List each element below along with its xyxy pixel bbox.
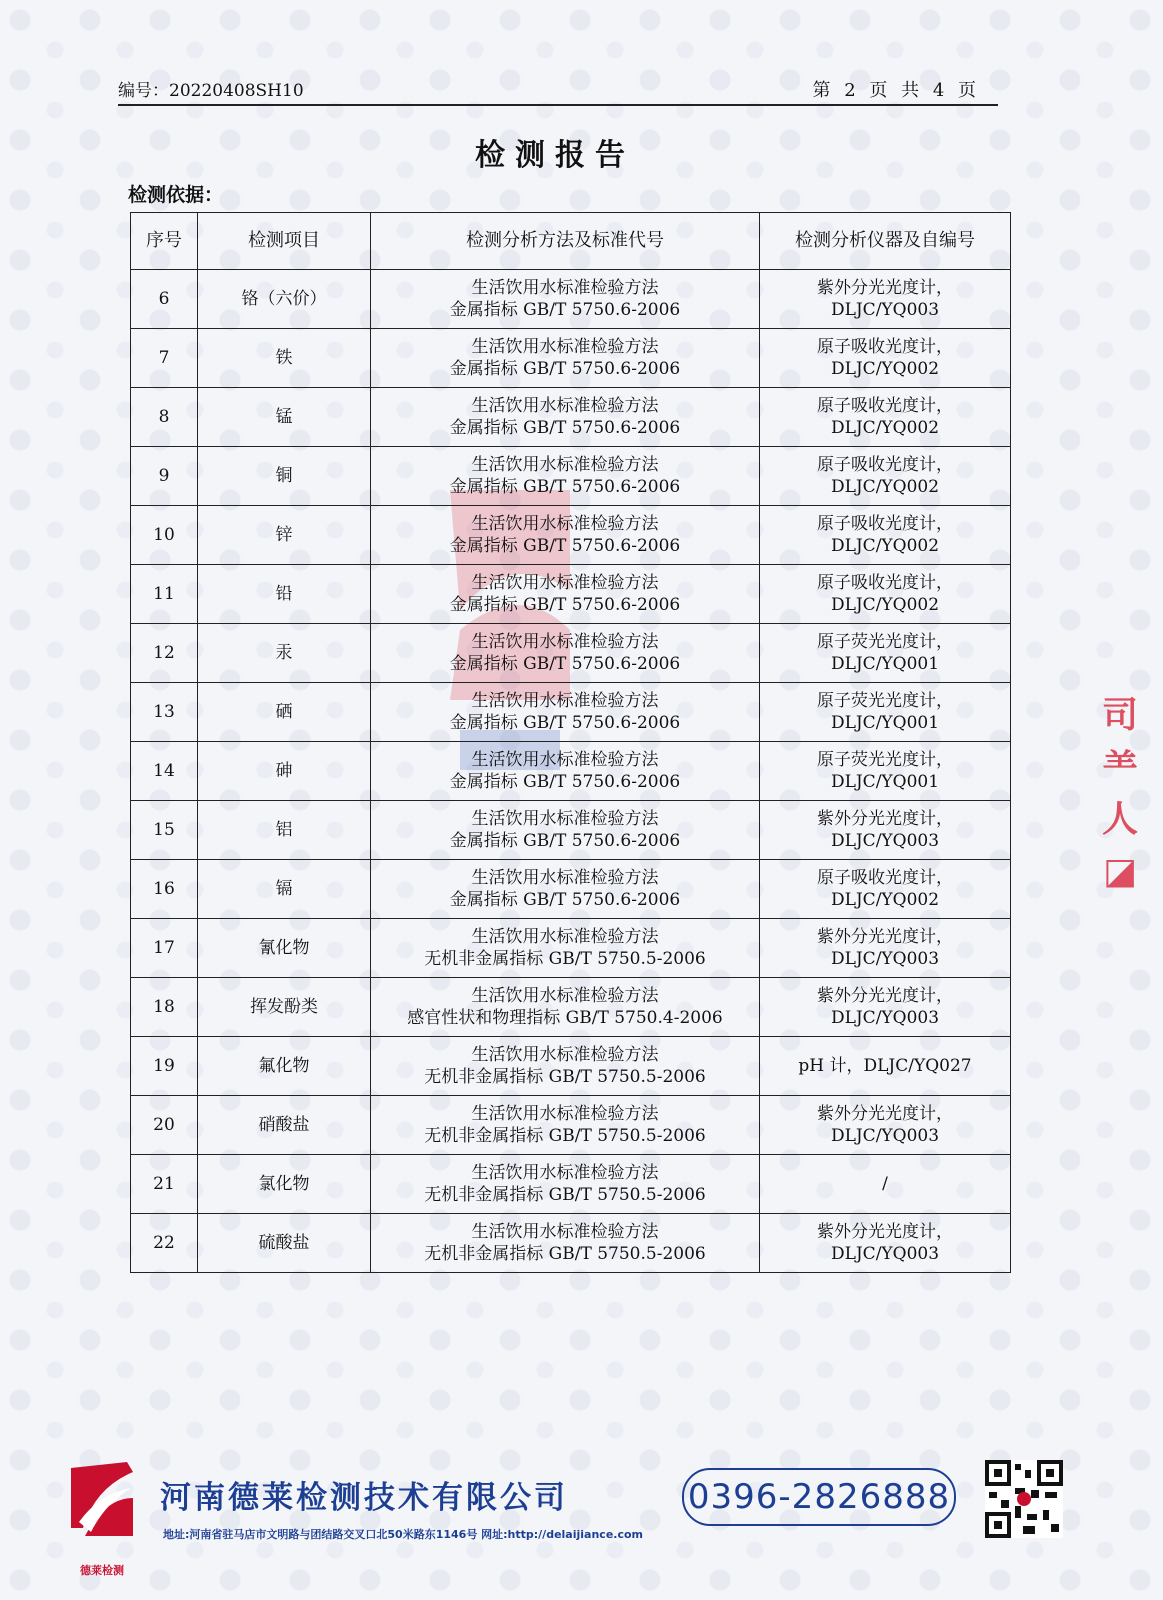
- header-item: 检测项目: [198, 213, 371, 270]
- instrument-line-1: /: [882, 1174, 888, 1194]
- instrument-line-1: 原子吸收光度计，: [817, 514, 953, 534]
- table-row: [131, 978, 1011, 1037]
- page-title: 检测报告: [475, 138, 635, 173]
- instrument-line-2: DLJC/YQ003: [830, 300, 940, 320]
- instrument-line-1: 紫外分光光度计，: [817, 809, 953, 829]
- method-line-2: 金属指标 GB/T 5750.6-2006: [449, 772, 681, 792]
- instrument-line-1: 原子吸收光度计，: [817, 396, 953, 416]
- table-row: [131, 742, 1011, 801]
- instrument-line-2: DLJC/YQ002: [830, 359, 940, 379]
- cell-instrument: [760, 1214, 1011, 1273]
- method-line-1: 生活饮用水标准检验方法: [471, 1222, 659, 1242]
- company-logo-icon: [65, 1458, 139, 1556]
- method-line-1: 生活饮用水标准检验方法: [471, 573, 659, 593]
- table-header-row: [131, 213, 1011, 270]
- method-line-1: 生活饮用水标准检验方法: [471, 868, 659, 888]
- cell-instrument: [760, 1155, 1011, 1214]
- instrument-line-1: 紫外分光光度计，: [817, 1104, 953, 1124]
- test-basis-table: [130, 212, 1011, 1273]
- cell-method: [371, 978, 760, 1037]
- method-line-2: 金属指标 GB/T 5750.6-2006: [449, 536, 681, 556]
- company-address: 地址:河南省驻马店市文明路与团结路交叉口北50米路东1146号 网址:http://delaijiance.com: [163, 1528, 643, 1541]
- method-line-1: 生活饮用水标准检验方法: [471, 632, 659, 652]
- cell-instrument: [760, 506, 1011, 565]
- method-line-1: 生活饮用水标准检验方法: [471, 1163, 659, 1183]
- table-row: [131, 506, 1011, 565]
- cell-instrument: [760, 565, 1011, 624]
- cell-instrument: [760, 978, 1011, 1037]
- cell-item: 锌: [198, 506, 371, 565]
- cell-item: 锰: [198, 388, 371, 447]
- method-line-2: 金属指标 GB/T 5750.6-2006: [449, 713, 681, 733]
- instrument-line-2: DLJC/YQ003: [830, 949, 940, 969]
- table-row: [131, 329, 1011, 388]
- table-row: [131, 447, 1011, 506]
- basis-label: 检测依据：: [128, 184, 224, 206]
- table-row: [131, 1096, 1011, 1155]
- instrument-line-2: DLJC/YQ001: [830, 772, 940, 792]
- instrument-line-1: pH 计，DLJC/YQ027: [798, 1056, 972, 1076]
- instrument-line-2: DLJC/YQ001: [830, 713, 940, 733]
- instrument-line-2: DLJC/YQ002: [830, 477, 940, 497]
- cell-item: 硒: [198, 683, 371, 742]
- cell-item: 氰化物: [198, 919, 371, 978]
- cell-method: [371, 565, 760, 624]
- instrument-line-2: DLJC/YQ002: [830, 536, 940, 556]
- cell-method: [371, 1155, 760, 1214]
- method-line-2: 无机非金属指标 GB/T 5750.5-2006: [424, 1185, 706, 1205]
- instrument-line-2: DLJC/YQ003: [830, 1008, 940, 1028]
- method-line-1: 生活饮用水标准检验方法: [471, 455, 659, 475]
- cell-instrument: [760, 1096, 1011, 1155]
- instrument-line-2: DLJC/YQ001: [830, 654, 940, 674]
- instrument-line-1: 原子荧光光度计，: [817, 691, 953, 711]
- table-row: [131, 624, 1011, 683]
- instrument-line-1: 紫外分光光度计，: [817, 927, 953, 947]
- table-row: [131, 860, 1011, 919]
- method-line-1: 生活饮用水标准检验方法: [471, 927, 659, 947]
- cell-item: 硝酸盐: [198, 1096, 371, 1155]
- method-line-1: 生活饮用水标准检验方法: [471, 809, 659, 829]
- cell-method: [371, 860, 760, 919]
- qr-code-icon: [985, 1460, 1063, 1538]
- cell-method: [371, 447, 760, 506]
- method-line-1: 生活饮用水标准检验方法: [471, 1045, 659, 1065]
- table-row: [131, 683, 1011, 742]
- cell-item: 铝: [198, 801, 371, 860]
- cell-no: 17: [131, 919, 198, 978]
- cell-item: 镉: [198, 860, 371, 919]
- cell-method: [371, 919, 760, 978]
- company-name: 河南德莱检测技术有限公司: [160, 1480, 568, 1516]
- cell-instrument: [760, 683, 1011, 742]
- cell-item: 铁: [198, 329, 371, 388]
- cell-no: 13: [131, 683, 198, 742]
- cell-no: 7: [131, 329, 198, 388]
- cell-method: [371, 270, 760, 329]
- table-row: [131, 388, 1011, 447]
- cell-item: 硫酸盐: [198, 1214, 371, 1273]
- cell-no: 8: [131, 388, 198, 447]
- cell-instrument: [760, 742, 1011, 801]
- header-instrument: 检测分析仪器及自编号: [760, 213, 1011, 270]
- instrument-line-1: 原子吸收光度计，: [817, 455, 953, 475]
- cell-method: [371, 801, 760, 860]
- method-line-2: 无机非金属指标 GB/T 5750.5-2006: [424, 1067, 706, 1087]
- header-no: 序号: [131, 213, 198, 270]
- method-line-2: 无机非金属指标 GB/T 5750.5-2006: [424, 1126, 706, 1146]
- method-line-1: 生活饮用水标准检验方法: [471, 750, 659, 770]
- seal-stamp: [1100, 690, 1140, 910]
- method-line-2: 感官性状和物理指标 GB/T 5750.4-2006: [407, 1008, 723, 1028]
- method-line-2: 金属指标 GB/T 5750.6-2006: [449, 477, 681, 497]
- cell-no: 16: [131, 860, 198, 919]
- cell-method: [371, 683, 760, 742]
- cell-method: [371, 624, 760, 683]
- table-row: [131, 919, 1011, 978]
- instrument-line-2: DLJC/YQ002: [830, 418, 940, 438]
- method-line-1: 生活饮用水标准检验方法: [471, 691, 659, 711]
- cell-instrument: [760, 388, 1011, 447]
- cell-no: 11: [131, 565, 198, 624]
- cell-instrument: [760, 624, 1011, 683]
- table-row: [131, 801, 1011, 860]
- cell-method: [371, 329, 760, 388]
- method-line-2: 金属指标 GB/T 5750.6-2006: [449, 595, 681, 615]
- table-row: [131, 270, 1011, 329]
- table-row: [131, 1214, 1011, 1273]
- cell-method: [371, 1096, 760, 1155]
- phone-number: 0396-2826888: [682, 1468, 956, 1526]
- table-row: [131, 565, 1011, 624]
- method-line-2: 金属指标 GB/T 5750.6-2006: [449, 831, 681, 851]
- method-line-1: 生活饮用水标准检验方法: [471, 514, 659, 534]
- cell-item: 铬（六价）: [198, 270, 371, 329]
- stamp-text: 司 ⺷ 人 ◪: [1101, 695, 1138, 892]
- instrument-line-2: DLJC/YQ002: [830, 890, 940, 910]
- cell-method: [371, 1214, 760, 1273]
- cell-instrument: [760, 447, 1011, 506]
- instrument-line-1: 原子荧光光度计，: [817, 750, 953, 770]
- instrument-line-2: DLJC/YQ003: [830, 1244, 940, 1264]
- cell-method: [371, 742, 760, 801]
- instrument-line-1: 紫外分光光度计，: [817, 1222, 953, 1242]
- cell-instrument: [760, 801, 1011, 860]
- cell-no: 10: [131, 506, 198, 565]
- cell-instrument: [760, 329, 1011, 388]
- method-line-2: 金属指标 GB/T 5750.6-2006: [449, 418, 681, 438]
- footer: [60, 1450, 1120, 1580]
- report-header: [118, 74, 998, 106]
- cell-item: 氟化物: [198, 1037, 371, 1096]
- table-row: [131, 1155, 1011, 1214]
- instrument-line-2: DLJC/YQ003: [830, 831, 940, 851]
- cell-no: 18: [131, 978, 198, 1037]
- cell-no: 14: [131, 742, 198, 801]
- cell-no: 21: [131, 1155, 198, 1214]
- instrument-line-2: DLJC/YQ002: [830, 595, 940, 615]
- cell-no: 22: [131, 1214, 198, 1273]
- cell-item: 氯化物: [198, 1155, 371, 1214]
- instrument-line-1: 原子吸收光度计，: [817, 573, 953, 593]
- report-number: 编号：20220408SH10: [118, 81, 304, 101]
- cell-item: 铜: [198, 447, 371, 506]
- instrument-line-2: DLJC/YQ003: [830, 1126, 940, 1146]
- method-line-1: 生活饮用水标准检验方法: [471, 986, 659, 1006]
- cell-instrument: [760, 270, 1011, 329]
- instrument-line-1: 原子荧光光度计，: [817, 632, 953, 652]
- method-line-2: 无机非金属指标 GB/T 5750.5-2006: [424, 1244, 706, 1264]
- cell-instrument: [760, 860, 1011, 919]
- instrument-line-1: 原子吸收光度计，: [817, 337, 953, 357]
- method-line-1: 生活饮用水标准检验方法: [471, 1104, 659, 1124]
- header-method: 检测分析方法及标准代号: [371, 213, 760, 270]
- method-line-2: 金属指标 GB/T 5750.6-2006: [449, 890, 681, 910]
- cell-no: 15: [131, 801, 198, 860]
- method-line-2: 无机非金属指标 GB/T 5750.5-2006: [424, 949, 706, 969]
- method-line-2: 金属指标 GB/T 5750.6-2006: [449, 654, 681, 674]
- cell-no: 6: [131, 270, 198, 329]
- cell-method: [371, 388, 760, 447]
- cell-no: 12: [131, 624, 198, 683]
- cell-item: 汞: [198, 624, 371, 683]
- cell-no: 20: [131, 1096, 198, 1155]
- table-row: [131, 1037, 1011, 1096]
- instrument-line-1: 原子吸收光度计，: [817, 868, 953, 888]
- cell-no: 19: [131, 1037, 198, 1096]
- cell-item: 挥发酚类: [198, 978, 371, 1037]
- method-line-1: 生活饮用水标准检验方法: [471, 278, 659, 298]
- method-line-2: 金属指标 GB/T 5750.6-2006: [449, 359, 681, 379]
- logo-caption: 德莱检测: [80, 1564, 124, 1577]
- cell-instrument: [760, 919, 1011, 978]
- instrument-line-1: 紫外分光光度计，: [817, 986, 953, 1006]
- cell-no: 9: [131, 447, 198, 506]
- method-line-1: 生活饮用水标准检验方法: [471, 337, 659, 357]
- cell-method: [371, 1037, 760, 1096]
- cell-method: [371, 506, 760, 565]
- page-number: 第 2 页 共 4 页: [812, 80, 980, 101]
- cell-item: 铅: [198, 565, 371, 624]
- method-line-2: 金属指标 GB/T 5750.6-2006: [449, 300, 681, 320]
- cell-item: 砷: [198, 742, 371, 801]
- cell-instrument: [760, 1037, 1011, 1096]
- method-line-1: 生活饮用水标准检验方法: [471, 396, 659, 416]
- instrument-line-1: 紫外分光光度计，: [817, 278, 953, 298]
